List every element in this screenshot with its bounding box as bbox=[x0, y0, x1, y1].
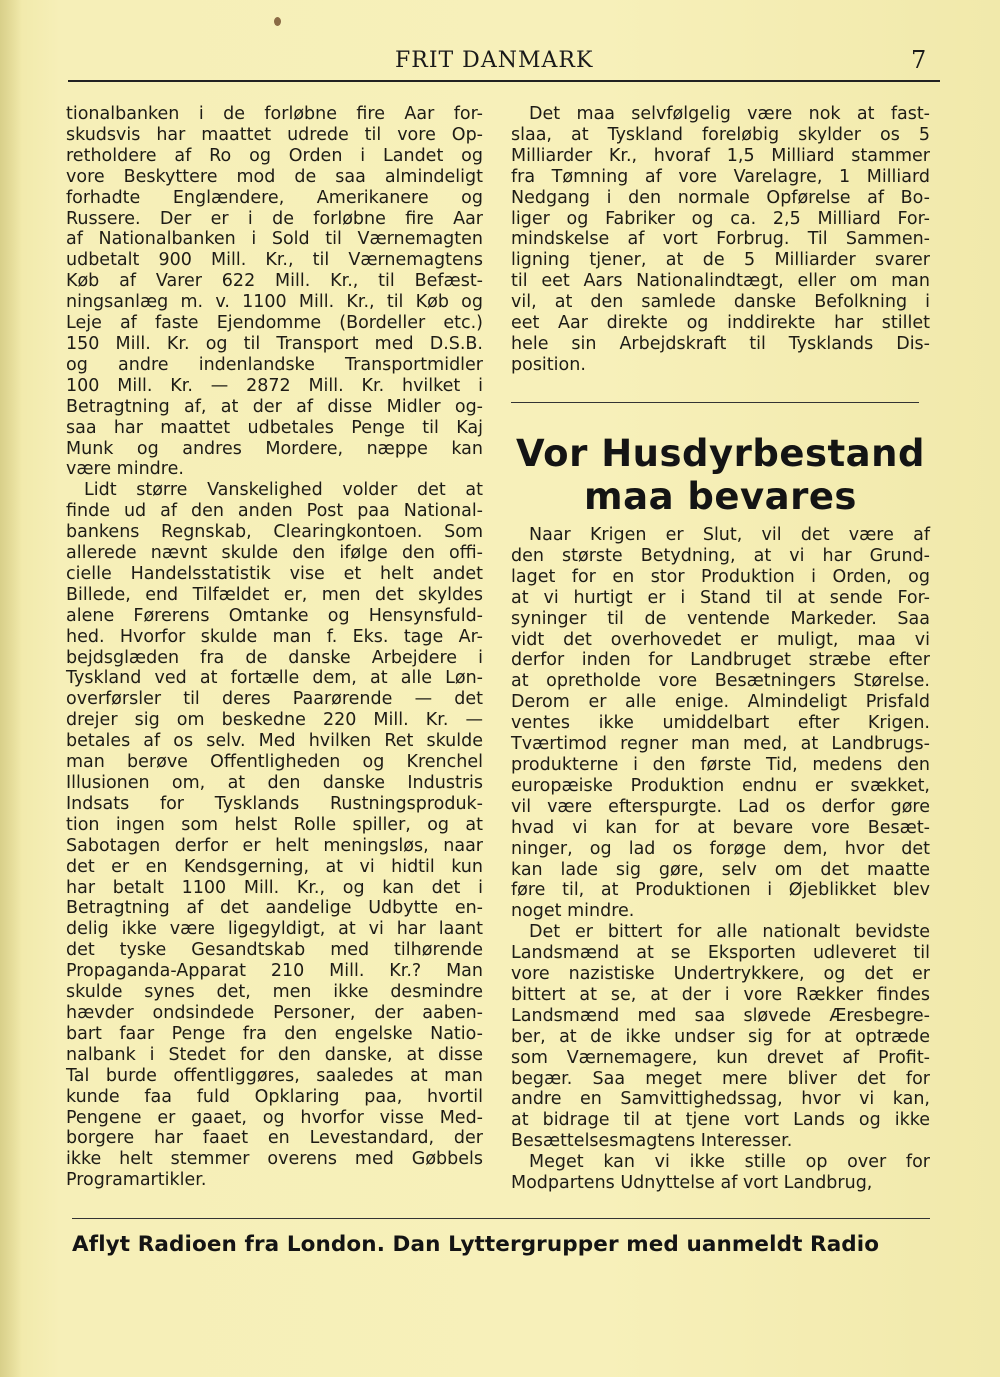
text-line: at opretholde vore Besætningers Størelse. bbox=[511, 671, 930, 692]
text-line: saa har maattet udbetales Penge til Kaj bbox=[66, 417, 483, 438]
text-line: kan lade sig gøre, selv om det maatte bbox=[511, 859, 930, 880]
text-line: hvad vi kan for at bevare vore Besæt- bbox=[511, 817, 930, 838]
text-line: alene Førerens Omtanke og Hensynsfuld- bbox=[66, 605, 483, 626]
text-line: og andre indenlandske Transportmidler bbox=[66, 354, 483, 375]
text-line: bittert at se, at der i vore Rækker findes bbox=[511, 984, 930, 1005]
text-line: borgere har faaet en Levestandard, der bbox=[66, 1128, 483, 1149]
text-line: Det er bittert for alle nationalt bevidste bbox=[529, 922, 930, 943]
text-line: til eet Aars Nationalindtægt, eller om man bbox=[511, 271, 930, 292]
article-headline-line-2: maa bevares bbox=[584, 475, 857, 518]
text-line: finde ud af den anden Post paa National- bbox=[66, 501, 483, 522]
page-binding-shadow bbox=[0, 0, 22, 1377]
text-line: Besættelsesmagtens Interesser. bbox=[511, 1131, 793, 1152]
text-line: noget mindre. bbox=[511, 901, 635, 922]
text-line: det er en Kendsgerning, at vi hidtil kun bbox=[66, 856, 483, 877]
text-line: bankens Regnskab, Clearingkontoen. Som bbox=[66, 522, 483, 543]
text-line: tion ingen som helst Rolle spiller, og at bbox=[66, 814, 483, 835]
text-line: slaa, at Tyskland foreløbig skylder os 5 bbox=[511, 124, 930, 145]
newspaper-title: FRIT DANMARK bbox=[395, 48, 594, 73]
header-divider bbox=[68, 80, 940, 82]
text-line: Betragtning af, at der af disse Midler og- bbox=[66, 396, 483, 417]
text-line: Det maa selvfølgelig være nok at fast- bbox=[529, 104, 930, 124]
text-line: bart faar Penge fra den engelske Natio- bbox=[66, 1023, 483, 1044]
text-line: delig ikke være ligegyldigt, at vi har laant bbox=[66, 919, 483, 940]
text-line: Naar Krigen er Slut, vil det være af bbox=[529, 525, 930, 545]
text-line: europæiske Produktion endnu er svækket, bbox=[511, 775, 930, 796]
text-line: ningsanlæg m. v. 1100 Mill. Kr., til Køb og bbox=[66, 292, 483, 313]
text-line: Landsmænd at se Eksporten udleveret til bbox=[511, 943, 930, 964]
text-line: Programartikler. bbox=[66, 1170, 207, 1191]
text-line: betales af os selv. Med hvilken Ret skulde bbox=[66, 731, 483, 752]
article-divider bbox=[511, 402, 919, 403]
ink-spot bbox=[274, 17, 281, 26]
text-line: den største Betydning, at vi har Grund- bbox=[511, 545, 930, 566]
text-line: det tyske Gesandtskab med tilhørende bbox=[66, 940, 483, 961]
text-line: vil være efterspurgte. Lad os derfor gøre bbox=[511, 796, 930, 817]
text-line: kunde faa fuld Opklaring paa, hvortil bbox=[66, 1086, 483, 1107]
text-line: udbetalt 900 Mill. Kr., til Værnemagtens bbox=[66, 250, 483, 271]
text-line: Munk og andres Mordere, næppe kan bbox=[66, 438, 483, 459]
text-line: 150 Mill. Kr. og til Transport med D.S.B. bbox=[66, 333, 483, 354]
text-line: Lidt større Vanskelighed volder det at bbox=[84, 480, 483, 501]
text-line: bejdsglæden fra de danske Arbejdere i bbox=[66, 647, 483, 668]
article-body bbox=[511, 525, 930, 1194]
text-line: hele sin Arbejdskraft til Tysklands Dis- bbox=[511, 333, 930, 354]
text-line: overførsler til deres Paarørende — det bbox=[66, 689, 483, 710]
text-line: være mindre. bbox=[66, 459, 184, 480]
text-line: Betragtning af det aandelige Udbytte en- bbox=[66, 898, 483, 919]
text-line: laget for en stor Produktion i Orden, og bbox=[511, 566, 930, 587]
text-line: syninger til de ventende Markeder. Saa bbox=[511, 608, 930, 629]
text-line: skudsvis har maattet udrede til vore Op- bbox=[66, 124, 483, 145]
footer-divider bbox=[72, 1218, 930, 1219]
text-line: skulde synes det, men ikke desmindre bbox=[66, 982, 483, 1003]
text-line: forhadte Englændere, Amerikanere og bbox=[66, 187, 483, 208]
footer-slogan: Aflyt Radioen fra London. Dan Lyttergrupper med uanmeldt Radio bbox=[72, 1232, 880, 1257]
text-line: mindskelse af vort Forbrug. Til Sammen- bbox=[511, 229, 930, 250]
text-line: fra Tømning af vore Varelagre, 1 Milliard bbox=[511, 166, 930, 187]
text-line: Russere. Der er i de forløbne fire Aar bbox=[66, 208, 483, 229]
text-line: har betalt 1100 Mill. Kr., og kan det i bbox=[66, 877, 483, 898]
text-line: ventes ikke umiddelbart efter Krigen. bbox=[511, 713, 930, 734]
text-line: at bidrage til at tjene vort Lands og ikke bbox=[511, 1110, 930, 1131]
text-line: Nedgang i den normale Opførelse af Bo- bbox=[511, 187, 930, 208]
text-line: derfor inden for Landbruget stræbe efter bbox=[511, 650, 930, 671]
text-line: føre til, at Produktionen i Øjeblikket blev bbox=[511, 880, 930, 901]
text-line: position. bbox=[511, 354, 586, 375]
text-line: Milliarder Kr., hvoraf 1,5 Milliard stammer bbox=[511, 145, 930, 166]
text-line: cielle Handelsstatistik vise et helt andet bbox=[66, 563, 483, 584]
text-line: andre en Samvittighedssag, hvor vi kan, bbox=[511, 1089, 930, 1110]
text-line: hed. Hvorfor skulde man f. Eks. tage Ar- bbox=[66, 626, 483, 647]
text-line: ligning tjener, at de 5 Milliarder svarer bbox=[511, 250, 930, 271]
text-line: nalbank i Stedet for den danske, at disse bbox=[66, 1044, 483, 1065]
article-headline-line-1: Vor Husdyrbestand bbox=[516, 432, 925, 475]
text-line: Derom er alle enige. Almindeligt Prisfald bbox=[511, 692, 930, 713]
text-line: tionalbanken i de forløbne fire Aar for- bbox=[66, 104, 483, 124]
text-line: af Nationalbanken i Sold til Værnemagten bbox=[66, 229, 483, 250]
text-line: som Værnemagere, kun drevet af Profit- bbox=[511, 1047, 930, 1068]
text-line: man berøve Offentligheden og Krenchel bbox=[66, 752, 483, 773]
text-line: Leje af faste Ejendomme (Bordeller etc.) bbox=[66, 313, 483, 334]
text-line: Indsats for Tysklands Rustningsproduk- bbox=[66, 793, 483, 814]
text-line: vidt det overhovedet er muligt, maa vi bbox=[511, 629, 930, 650]
text-line: Landsmænd med saa sløvede Æresbegre- bbox=[511, 1005, 930, 1026]
text-line: hævder ondsindede Personer, der aaben- bbox=[66, 1002, 483, 1023]
text-line: Køb af Varer 622 Mill. Kr., til Befæst- bbox=[66, 271, 483, 292]
text-line: at vi hurtigt er i Stand til at sende For- bbox=[511, 587, 930, 608]
text-line: drejer sig om beskedne 220 Mill. Kr. — bbox=[66, 710, 483, 731]
text-line: 100 Mill. Kr. — 2872 Mill. Kr. hvilket i bbox=[66, 375, 483, 396]
text-line: Sabotagen derfor er helt meningsløs, naar bbox=[66, 835, 483, 856]
text-line: Meget kan vi ikke stille op over for bbox=[529, 1152, 930, 1173]
text-line: vil, at den samlede danske Befolkning i bbox=[511, 292, 930, 313]
text-line: Propaganda-Apparat 210 Mill. Kr.? Man bbox=[66, 961, 483, 982]
text-line: liger og Fabriker og ca. 2,5 Milliard For- bbox=[511, 208, 930, 229]
page-number: 7 bbox=[911, 46, 927, 74]
text-line: ninger, og lad os forøge dem, hvor det bbox=[511, 838, 930, 859]
text-line: vore nazistiske Undertrykkere, og det er bbox=[511, 964, 930, 985]
text-line: ber, at de ikke undser sig for at optræde bbox=[511, 1026, 930, 1047]
text-line: Modpartens Udnyttelse af vort Landbrug, bbox=[511, 1173, 873, 1194]
left-column-text bbox=[66, 104, 483, 1191]
text-line: Tyskland ved at fortælle dem, at alle Løn- bbox=[66, 668, 483, 689]
text-line: retholdere af Ro og Orden i Landet og bbox=[66, 145, 483, 166]
text-line: Tal burde offentliggøres, saaledes at man bbox=[66, 1065, 483, 1086]
text-line: begær. Saa meget mere bliver det for bbox=[511, 1068, 930, 1089]
text-line: Billede, end Tilfældet er, men det skyldes bbox=[66, 584, 483, 605]
text-line: vore Beskyttere mod de saa almindeligt bbox=[66, 166, 483, 187]
right-column-continuation bbox=[511, 104, 930, 376]
text-line: Tværtimod regner man med, at Landbrugs- bbox=[511, 734, 930, 755]
text-line: eet Aar direkte og inddirekte har stillet bbox=[511, 313, 930, 334]
text-line: allerede nævnt skulde den ifølge den offi- bbox=[66, 543, 483, 564]
text-line: ikke helt stemmer overens med Gøbbels bbox=[66, 1149, 483, 1170]
text-line: produkterne i den første Tid, medens den bbox=[511, 754, 930, 775]
text-line: Illusionen om, at den danske Industris bbox=[66, 773, 483, 793]
text-line: Pengene er gaaet, og hvorfor visse Med- bbox=[66, 1107, 483, 1128]
